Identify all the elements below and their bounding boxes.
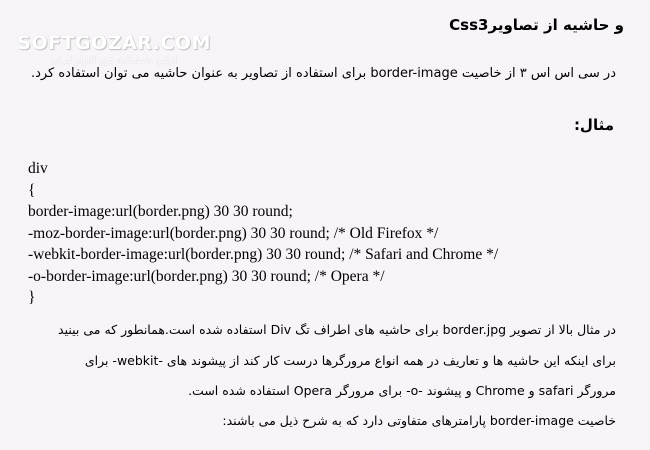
article-title: Css3و حاشیه از تصاویر — [449, 16, 624, 34]
code-line: { — [28, 181, 36, 199]
code-line: } — [28, 289, 36, 306]
intro-paragraph: در سی اس اس ۳ از خاصیت border-image برای استفاده از تصاویر به عنوان حاشیه می توان استفاده کرد. — [30, 66, 616, 81]
explanation-paragraph-2: برای اینکه این حاشیه ها و تعاریف در همه انواع مرورگرها درست کار کند از پیشوند های -webkit- برای — [84, 353, 616, 368]
code-line: -webkit-border-image:url(border.png) 30 30 round; /* Safari and Chrome */ — [28, 246, 499, 263]
code-line: -o-border-image:url(border.png) 30 30 round; /* Opera */ — [28, 267, 385, 285]
explanation-paragraph-3: مرورگر safari و Chrome و پیشوند -o- برای مرورگر Opera استفاده شده است. — [188, 383, 616, 398]
example-label: مثال: — [573, 116, 614, 134]
code-line: -moz-border-image:url(border.png) 30 30 round; /* Old Firefox */ — [28, 224, 439, 242]
explanation-paragraph-4: خاصیت border-image پارامترهای متفاوتی دارد که به شرح ذیل می باشند: — [222, 413, 616, 428]
explanation-paragraph-1: در مثال بالا از تصویر border.jpg برای حاشیه های اطراف تگ Div استفاده شده است.همانطور که می بینید — [58, 322, 616, 337]
css-code-block — [28, 158, 498, 309]
softgozar-watermark — [14, 33, 214, 68]
code-line: border-image:url(border.png) 30 30 round; — [28, 203, 293, 220]
watermark-brand: SOFTGOZAR.COM — [17, 32, 211, 54]
code-line: div — [28, 160, 48, 177]
watermark-tagline: اولین دانشنامه نرم افزار ایران — [50, 55, 178, 66]
